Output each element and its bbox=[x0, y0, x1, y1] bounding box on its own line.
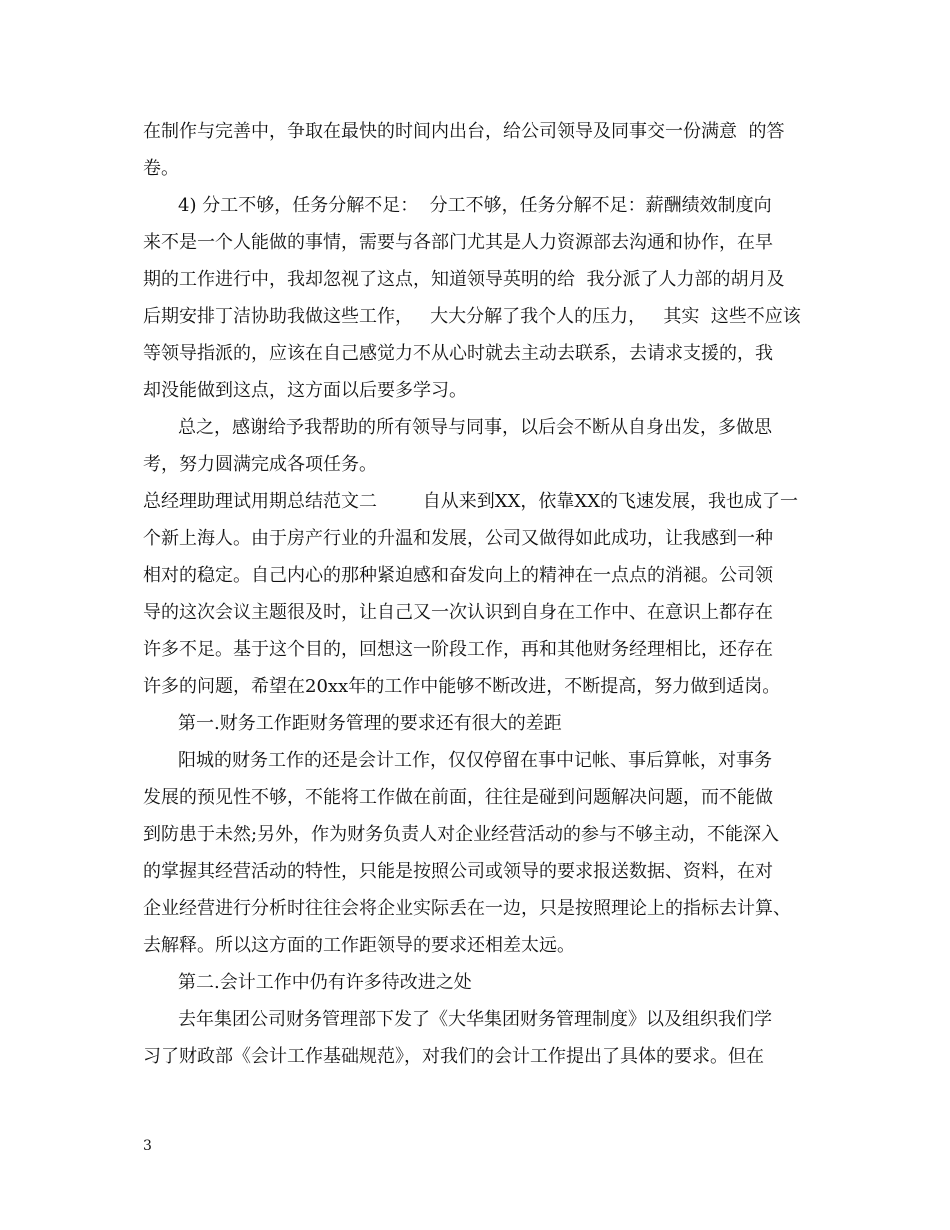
text-line: 许多不足。基于这个目的，回想这一阶段工作，再和其他财务经理相比，还存在 bbox=[143, 639, 773, 660]
text-line: 去年集团公司财务管理部下发了《大华集团财务管理制度》以及组织我们学 bbox=[178, 1009, 772, 1030]
text-line: 等领导指派的，应该在自己感觉力不从心时就去主动去联系，去请求支援的，我 bbox=[143, 343, 773, 364]
subheading-line: 第一.财务工作距财务管理的要求还有很大的差距 bbox=[178, 713, 562, 734]
text-line: 导的这次会议主题很及时，让自己又一次认识到自身在工作中、在意识上都存在 bbox=[143, 602, 773, 623]
text-line: 个新上海人。由于房产行业的升温和发展，公司又做得如此成功，让我感到一种 bbox=[143, 528, 773, 549]
text-line: 来不是一个人能做的事情，需要与各部门尤其是人力资源部去沟通和协作，在早 bbox=[143, 232, 773, 253]
text-line: 阳城的财务工作的还是会计工作，仅仅停留在事中记帐、事后算帐，对事务 bbox=[178, 750, 772, 771]
text-line: 许多的问题，希望在20xx年的工作中能够不断改进，不断提高，努力做到适岗。 bbox=[143, 676, 781, 697]
text-line: 后期安排丁洁协助我做这些工作， 大大分解了我个人的压力， 其实 这些不应该 bbox=[143, 306, 801, 327]
text-line: 企业经营进行分析时往往会将企业实际丢在一边，只是按照理论上的指标去计算、 bbox=[143, 898, 791, 919]
text-line: 相对的稳定。自己内心的那种紧迫感和奋发向上的精神在一点点的消褪。公司领 bbox=[143, 565, 773, 586]
text-line: 考，努力圆满完成各项任务。 bbox=[143, 454, 377, 475]
text-line: 到防患于未然;另外，作为财务负责人对企业经营活动的参与不够主动，不能深入 bbox=[143, 824, 780, 845]
section-heading-line: 总经理助理试用期总结范文二 自从来到XX，依靠XX的飞速发展，我也成了一 bbox=[143, 491, 799, 512]
text-line: 总之，感谢给予我帮助的所有领导与同事，以后会不断从自身出发，多做思 bbox=[178, 417, 772, 438]
text-line: 在制作与完善中，争取在最快的时间内出台，给公司领导及同事交一份满意 的答 bbox=[143, 121, 785, 142]
text-line: 期的工作进行中，我却忽视了这点，知道领导英明的给 我分派了人力部的胡月及 bbox=[143, 269, 785, 290]
text-line: 卷。 bbox=[143, 158, 179, 179]
subheading-line: 第二.会计工作中仍有许多待改进之处 bbox=[178, 972, 472, 993]
text-line: 4) 分工不够，任务分解不足： 分工不够，任务分解不足：薪酬绩效制度向 bbox=[178, 195, 772, 216]
text-line: 却没能做到这点，这方面以后要多学习。 bbox=[143, 380, 467, 401]
text-line: 去解释。所以这方面的工作距领导的要求还相差太远。 bbox=[143, 935, 575, 956]
text-line: 发展的预见性不够，不能将工作做在前面，往往是碰到问题解决问题，而不能做 bbox=[143, 787, 773, 808]
text-line: 习了财政部《会计工作基础规范》，对我们的会计工作提出了具体的要求。但在 bbox=[143, 1046, 764, 1067]
text-line: 的掌握其经营活动的特性，只能是按照公司或领导的要求报送数据、资料，在对 bbox=[143, 861, 773, 882]
page-number: 3 bbox=[143, 1138, 152, 1154]
